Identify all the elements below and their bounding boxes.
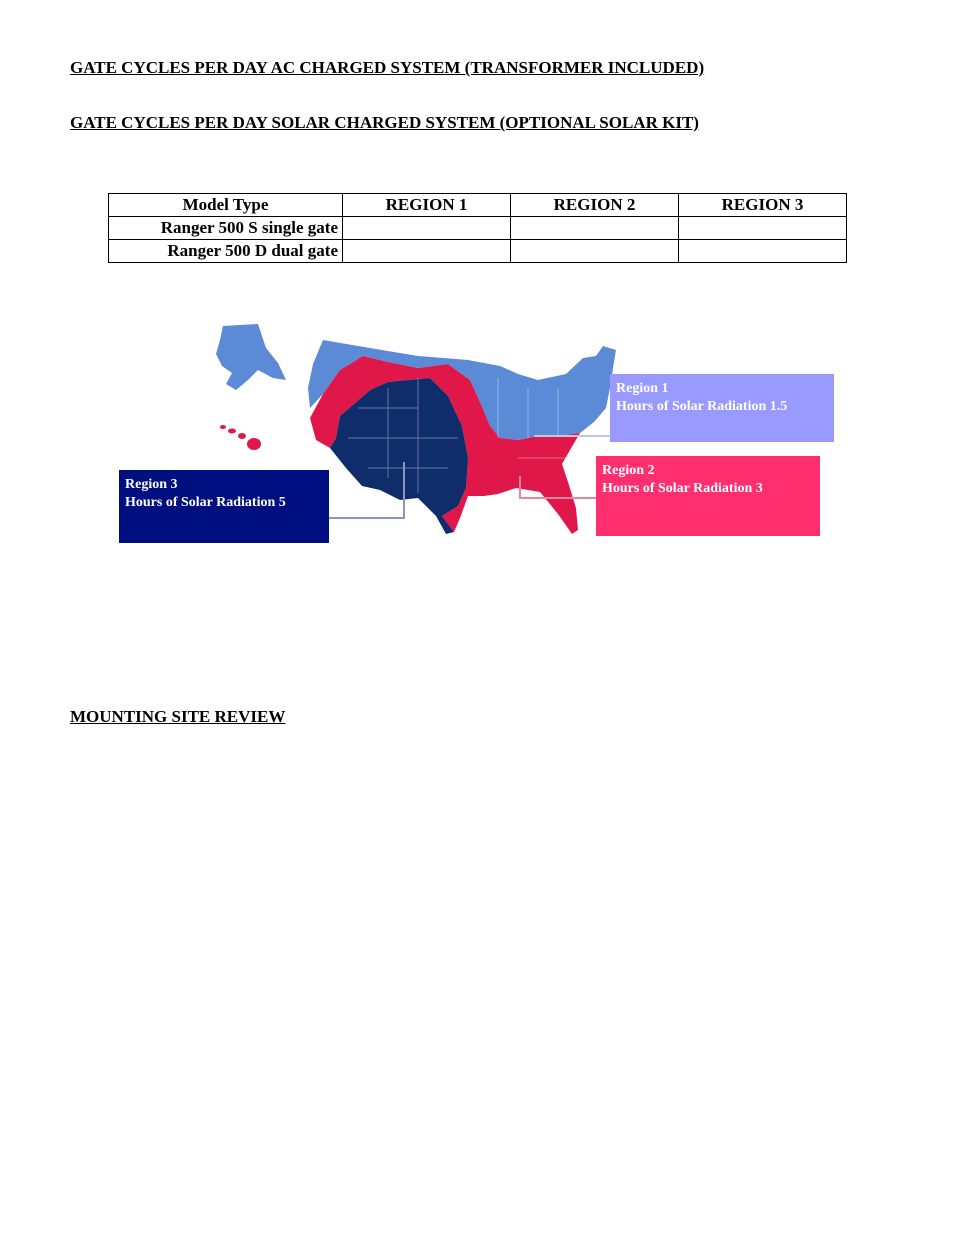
table-row <box>109 240 847 263</box>
hawaii-shape <box>220 425 261 450</box>
region-1-cell <box>343 217 511 240</box>
region-3-cell <box>679 217 847 240</box>
header-region-1: REGION 1 <box>343 194 511 217</box>
heading-ac-system: GATE CYCLES PER DAY AC CHARGED SYSTEM (TRANSFORMER INCLUDED) <box>70 58 705 77</box>
model-cell: Ranger 500 D dual gate <box>109 240 343 263</box>
region-3-cell <box>679 240 847 263</box>
region-2-legend <box>596 456 820 536</box>
heading-solar-system: GATE CYCLES PER DAY SOLAR CHARGED SYSTEM (OPTIONAL SOLAR KIT) <box>70 113 699 132</box>
model-cell: Ranger 500 S single gate <box>109 217 343 240</box>
region-1-label: Region 1 <box>616 381 669 396</box>
region-2-cell <box>511 240 679 263</box>
region-3-radiation-text: Hours of Solar Radiation 5 <box>125 495 286 510</box>
region-1-cell <box>343 240 511 263</box>
region-3-legend <box>119 470 329 543</box>
gate-cycles-table <box>108 193 847 263</box>
table-row <box>109 217 847 240</box>
region-2-radiation-text: Hours of Solar Radiation 3 <box>602 481 763 496</box>
region-2-cell <box>511 217 679 240</box>
region-2-label: Region 2 <box>602 463 655 478</box>
table-header-row <box>109 194 847 217</box>
region-1-radiation-text: Hours of Solar Radiation 1.5 <box>616 399 788 414</box>
header-region-2: REGION 2 <box>511 194 679 217</box>
header-region-3: REGION 3 <box>679 194 847 217</box>
heading-mounting-site-review: MOUNTING SITE REVIEW <box>70 707 286 726</box>
alaska-shape <box>216 324 286 390</box>
region-1-legend <box>610 374 834 442</box>
region-3-label: Region 3 <box>125 477 178 492</box>
header-model-type: Model Type <box>109 194 343 217</box>
